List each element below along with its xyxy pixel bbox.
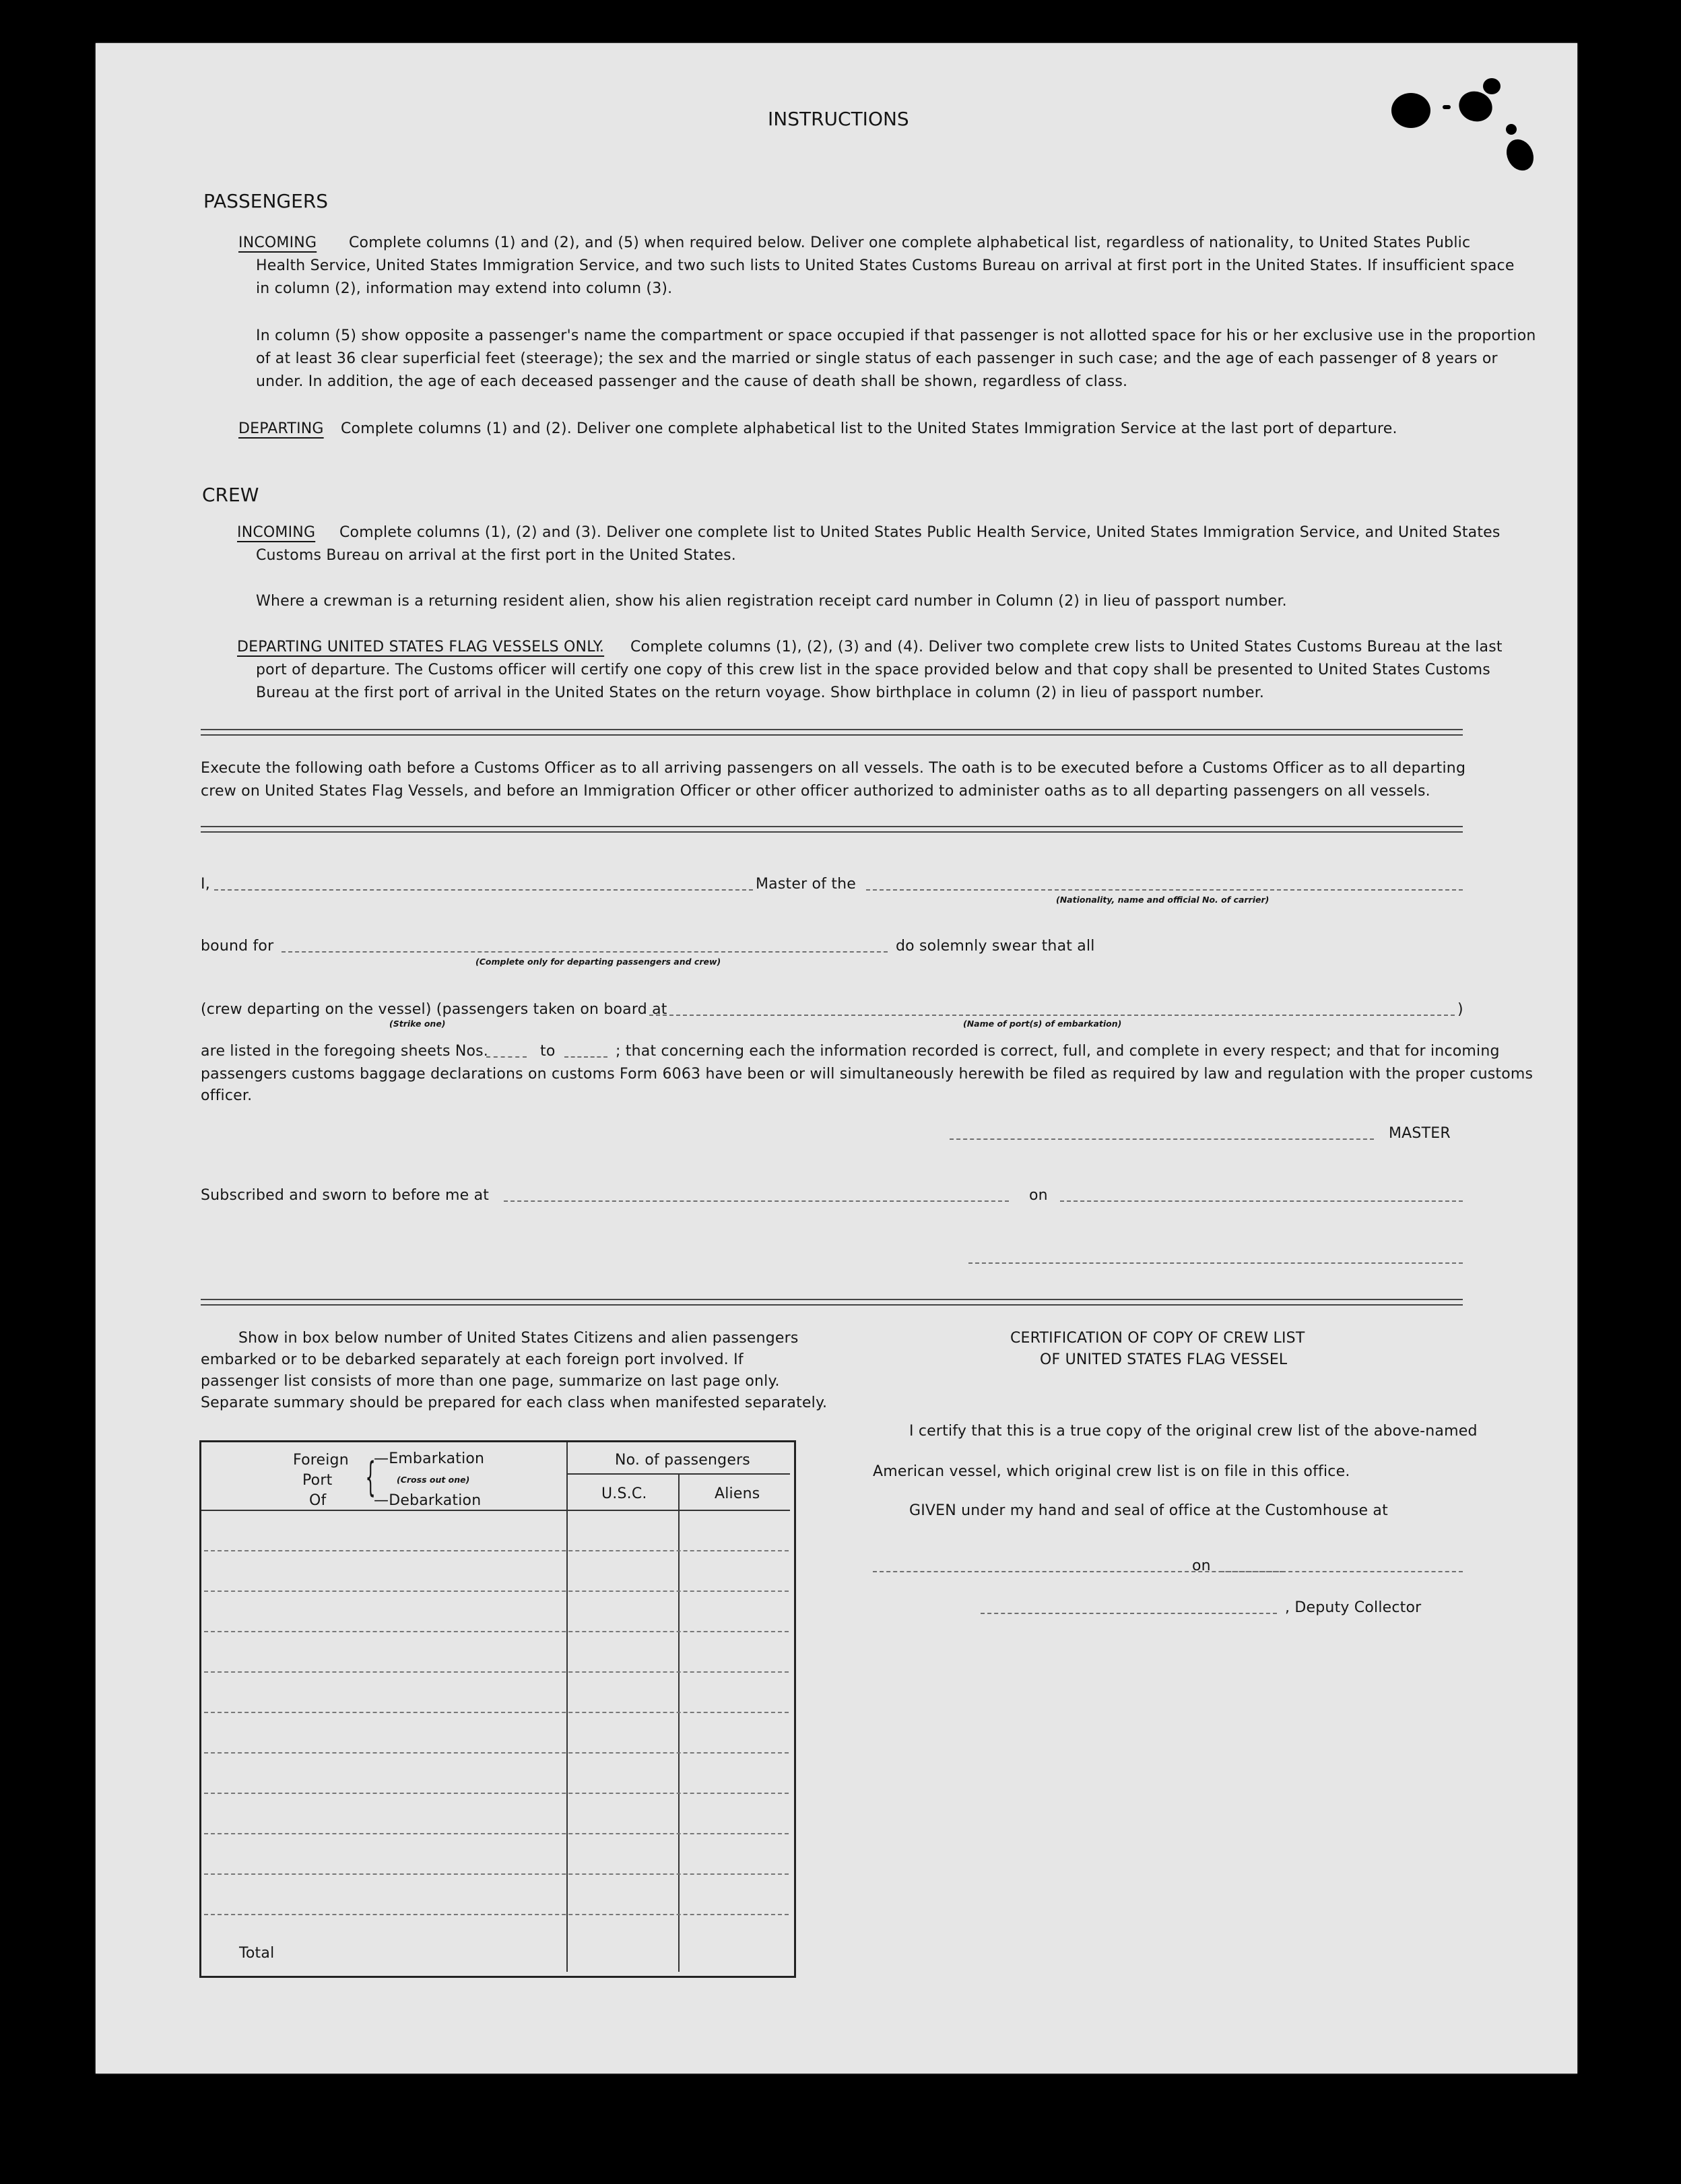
table-row-line xyxy=(204,1671,789,1673)
listed-line2: passengers customs baggage declarations on customs Form 6063 have been or will simultaneously herewith be filed as required by law and regulation with the proper customs xyxy=(201,1066,1534,1083)
certification-line: American vessel, which original crew list is on file in this office. xyxy=(873,1463,1350,1480)
crewman-text: Where a crewman is a returning resident alien, show his alien registration receipt card number in Column (2) in lieu of passport number. xyxy=(256,593,1287,610)
certification-title: OF UNITED STATES FLAG VESSEL xyxy=(1040,1351,1288,1368)
table-foreign-label: Foreign xyxy=(293,1452,349,1469)
table-usc-header: U.S.C. xyxy=(601,1485,647,1502)
strike-one-hint: (Strike one) xyxy=(389,1019,446,1029)
certification-date-field[interactable] xyxy=(1220,1571,1463,1572)
ink-blot xyxy=(1391,93,1430,128)
bound-for-label: bound for xyxy=(201,938,274,955)
crew-departing-label: DEPARTING UNITED STATES FLAG VESSELS ONLY. xyxy=(237,639,605,655)
table-row-line xyxy=(204,1752,789,1754)
summary-instruction-line: embarked or to be debarked separately at each foreign port involved. If xyxy=(201,1351,744,1368)
ink-blot xyxy=(1483,78,1501,94)
column5-line: In column (5) show opposite a passenger's name the compartment or space occupied if that passenger is not allotted space for his or her exclusive use in the proportion xyxy=(256,327,1536,344)
table-no-of-passengers: No. of passengers xyxy=(615,1452,750,1469)
divider-rule xyxy=(201,729,1463,736)
ink-blot xyxy=(1502,135,1539,175)
subscribed-label: Subscribed and sworn to before me at xyxy=(201,1187,490,1204)
listed-text-a: are listed in the foregoing sheets Nos. xyxy=(201,1043,488,1060)
crew-heading: CREW xyxy=(202,484,259,506)
passengers-departing-text: Complete columns (1) and (2). Deliver one complete alphabetical list to the United States Immigration Service at the last port of departure. xyxy=(341,420,1397,437)
nationality-hint: (Nationality, name and official No. of carrier) xyxy=(1056,895,1270,905)
crew-departing-text: (crew departing on the vessel) (passengers taken on board at xyxy=(201,1001,667,1018)
table-row-line xyxy=(204,1833,789,1834)
table-cross-out-hint: (Cross out one) xyxy=(397,1475,470,1485)
subscribed-date-field[interactable] xyxy=(1060,1200,1463,1202)
passengers-heading: PASSENGERS xyxy=(203,190,329,212)
bound-for-hint: (Complete only for departing passengers and crew) xyxy=(475,957,721,967)
bound-for-field[interactable] xyxy=(282,951,888,953)
ink-blot xyxy=(1443,105,1451,109)
close-paren: ) xyxy=(1457,1001,1463,1018)
summary-instruction-line: Separate summary should be prepared for each class when manifested separately. xyxy=(201,1394,828,1411)
master-name-field[interactable] xyxy=(214,889,753,891)
crew-departing-line: Bureau at the first port of arrival in the United States on the return voyage. Show birthplace in column (2) in lieu of passport number. xyxy=(256,684,1265,701)
swear-text: do solemnly swear that all xyxy=(896,938,1095,955)
table-row-line xyxy=(204,1873,789,1875)
table-row-line xyxy=(204,1793,789,1794)
table-brace: { xyxy=(365,1454,376,1501)
certification-line: I certify that this is a true copy of the original crew list of the above-named xyxy=(909,1423,1478,1440)
deputy-collector-label: , Deputy Collector xyxy=(1285,1599,1422,1616)
crew-incoming-line: Complete columns (1), (2) and (3). Deliver one complete list to United States Public Health Service, United States Immigration Service, and United States xyxy=(339,524,1501,541)
summary-instruction-line: Show in box below number of United States Citizens and alien passengers xyxy=(238,1330,799,1347)
table-column-divider xyxy=(566,1442,568,1972)
table-embarkation-label: —Embarkation xyxy=(374,1450,485,1467)
master-signature-field[interactable] xyxy=(950,1138,1374,1140)
subscribed-place-field[interactable] xyxy=(504,1200,1009,1202)
table-row-line xyxy=(204,1550,789,1551)
document-page xyxy=(96,43,1577,2074)
sheet-from-field[interactable] xyxy=(486,1056,527,1058)
master-of-the-label: Master of the xyxy=(756,876,857,893)
master-label: MASTER xyxy=(1389,1125,1451,1142)
page-title: INSTRUCTIONS xyxy=(768,108,909,130)
table-port-label: Port xyxy=(302,1472,333,1489)
oath-intro-line: crew on United States Flag Vessels, and before an Immigration Officer or other officer authorized to administer oaths as to all departing passengers on all vessels. xyxy=(201,783,1430,800)
crew-incoming-label: INCOMING xyxy=(237,524,316,541)
table-of-label: Of xyxy=(309,1492,327,1509)
column5-line: under. In addition, the age of each deceased passenger and the cause of death shall be shown, regardless of class. xyxy=(256,373,1128,390)
listed-to: to xyxy=(540,1043,556,1060)
table-row-line xyxy=(204,1591,789,1592)
table-row-line xyxy=(204,1914,789,1915)
subscribed-on: on xyxy=(1029,1187,1048,1204)
table-row-line xyxy=(204,1712,789,1713)
deputy-collector-signature-field[interactable] xyxy=(981,1613,1277,1614)
divider-rule xyxy=(201,1299,1463,1306)
officer-signature-field[interactable] xyxy=(968,1262,1463,1264)
table-header-divider xyxy=(566,1473,790,1475)
embarkation-hint: (Name of port(s) of embarkation) xyxy=(963,1019,1122,1029)
passenger-summary-table xyxy=(199,1440,796,1978)
passengers-departing-label: DEPARTING xyxy=(238,420,324,437)
certification-line: GIVEN under my hand and seal of office at the Customhouse at xyxy=(909,1502,1388,1519)
passengers-incoming-label: INCOMING xyxy=(238,234,317,251)
crew-departing-line: port of departure. The Customs officer will certify one copy of this crew list in the space provided below and that copy shall be presented to United States Customs xyxy=(256,662,1490,678)
crew-departing-line: Complete columns (1), (2), (3) and (4). Deliver two complete crew lists to United States Customs Bureau at the last xyxy=(630,639,1503,655)
embarkation-field[interactable] xyxy=(649,1015,1455,1016)
certification-on: on xyxy=(1192,1557,1211,1574)
oath-intro-line: Execute the following oath before a Customs Officer as to all arriving passengers on all vessels. The oath is to be executed before a Customs Officer as to all departing xyxy=(201,760,1466,777)
divider-rule xyxy=(201,826,1463,833)
listed-text-b: ; that concerning each the information recorded is correct, full, and complete in every respect; and that for incoming xyxy=(616,1043,1500,1060)
passengers-incoming-line: Health Service, United States Immigration Service, and two such lists to United States Customs Bureau on arrival at first port in the United States. If insufficient space xyxy=(256,257,1515,274)
table-aliens-header: Aliens xyxy=(715,1485,760,1502)
table-header-bottom xyxy=(201,1510,790,1511)
table-total-label: Total xyxy=(239,1945,275,1962)
passengers-incoming-line: in column (2), information may extend into column (3). xyxy=(256,280,673,297)
table-debarkation-label: —Debarkation xyxy=(374,1492,482,1509)
summary-instruction-line: passenger list consists of more than one page, summarize on last page only. xyxy=(201,1373,780,1390)
carrier-field[interactable] xyxy=(866,889,1463,891)
sheet-to-field[interactable] xyxy=(564,1056,607,1058)
crew-incoming-line: Customs Bureau on arrival at the first port in the United States. xyxy=(256,547,736,564)
table-column-divider xyxy=(678,1473,680,1972)
passengers-incoming-line: Complete columns (1) and (2), and (5) when required below. Deliver one complete alphabetical list, regardless of nationality, to United States Public xyxy=(349,234,1471,251)
certification-title: CERTIFICATION OF COPY OF CREW LIST xyxy=(1010,1330,1305,1347)
table-row-line xyxy=(204,1631,789,1632)
column5-line: of at least 36 clear superficial feet (steerage); the sex and the married or single status of each passenger in such case; and the age of each passenger of 8 years or xyxy=(256,350,1498,367)
ink-blot xyxy=(1506,124,1517,135)
oath-i: I, xyxy=(201,876,210,893)
listed-line3: officer. xyxy=(201,1087,253,1104)
